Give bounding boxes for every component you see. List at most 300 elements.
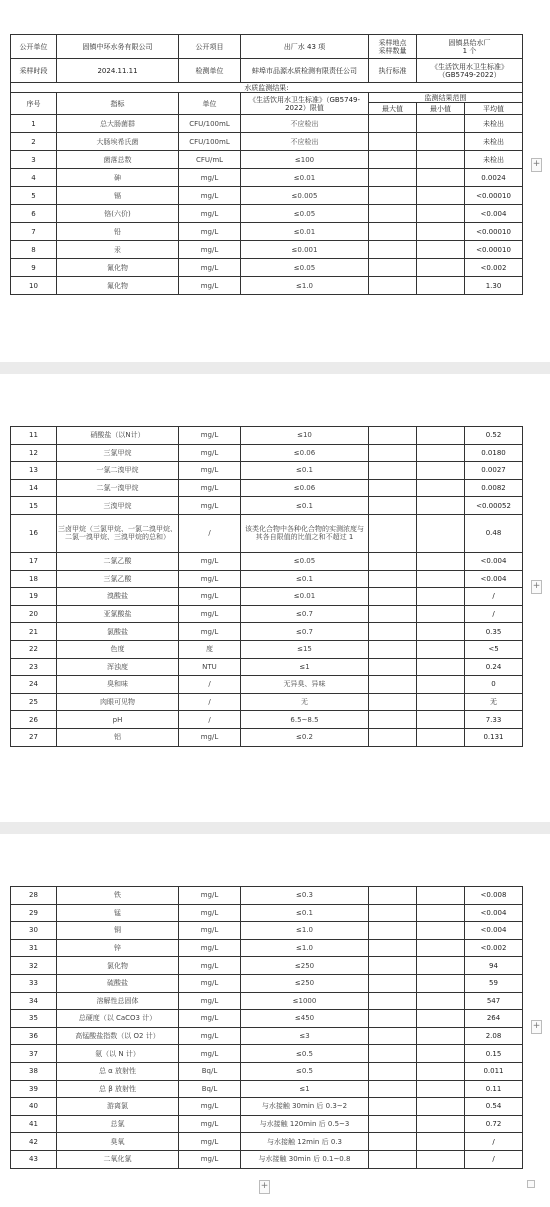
- row-indicator: 氟化物: [57, 277, 179, 295]
- row-unit: mg/L: [179, 623, 241, 641]
- table-row: [11, 133, 523, 151]
- sample-count-value: 1 个: [462, 46, 477, 55]
- row-indicator: 三氯甲烷: [57, 444, 179, 462]
- row-max: [369, 676, 417, 694]
- col-seq: 序号: [11, 93, 57, 115]
- row-indicator: 总硬度（以 CaCO3 计）: [57, 1010, 179, 1028]
- row-max: [369, 1080, 417, 1098]
- row-max: [369, 904, 417, 922]
- row-seq: 5: [11, 187, 57, 205]
- row-unit: Bq/L: [179, 1080, 241, 1098]
- row-seq: 25: [11, 693, 57, 711]
- row-min: [417, 1062, 465, 1080]
- row-unit: mg/L: [179, 497, 241, 515]
- table-row: [11, 1098, 523, 1116]
- row-max: [369, 187, 417, 205]
- test-unit-label: 检测单位: [179, 59, 241, 83]
- row-indicator: 游离氯: [57, 1098, 179, 1116]
- row-seq: 21: [11, 623, 57, 641]
- row-max: [369, 711, 417, 729]
- row-max: [369, 462, 417, 480]
- row-unit: mg/L: [179, 169, 241, 187]
- row-limit: ≤0.01: [241, 588, 369, 606]
- row-avg: <5: [465, 640, 523, 658]
- row-min: [417, 514, 465, 552]
- row-min: [417, 259, 465, 277]
- page-2: [0, 374, 550, 820]
- row-unit: mg/L: [179, 1115, 241, 1133]
- row-seq: 42: [11, 1133, 57, 1151]
- standard-value: 《生活饮用水卫生标准》（GB5749-2022）: [417, 59, 523, 83]
- row-min: [417, 241, 465, 259]
- publish-item-value: 出厂水 43 项: [241, 35, 369, 59]
- row-unit: mg/L: [179, 259, 241, 277]
- add-row-button[interactable]: +: [259, 1180, 270, 1194]
- row-max: [369, 605, 417, 623]
- row-indicator: 氨（以 N 计）: [57, 1045, 179, 1063]
- row-limit: ≤0.05: [241, 259, 369, 277]
- row-max: [369, 693, 417, 711]
- row-unit: mg/L: [179, 1027, 241, 1045]
- row-min: [417, 1045, 465, 1063]
- row-unit: mg/L: [179, 1010, 241, 1028]
- row-unit: mg/L: [179, 887, 241, 905]
- row-unit: /: [179, 693, 241, 711]
- table-row: [11, 514, 523, 552]
- row-unit: NTU: [179, 658, 241, 676]
- table-row: [11, 259, 523, 277]
- table-row: [11, 570, 523, 588]
- row-limit: ≤0.1: [241, 904, 369, 922]
- row-limit: 该类化合物中各种化合物的实测浓度与其各自限值的比值之和不超过 1: [241, 514, 369, 552]
- row-unit: mg/L: [179, 588, 241, 606]
- row-avg: 未检出: [465, 151, 523, 169]
- row-indicator: pH: [57, 711, 179, 729]
- table-row: [11, 462, 523, 480]
- row-seq: 27: [11, 728, 57, 746]
- row-max: [369, 133, 417, 151]
- row-avg: 0.131: [465, 728, 523, 746]
- row-seq: 19: [11, 588, 57, 606]
- row-seq: 8: [11, 241, 57, 259]
- row-indicator: 铅: [57, 223, 179, 241]
- row-seq: 18: [11, 570, 57, 588]
- row-indicator: 铜: [57, 922, 179, 940]
- row-seq: 15: [11, 497, 57, 515]
- row-seq: 14: [11, 479, 57, 497]
- row-indicator: 浑浊度: [57, 658, 179, 676]
- table-row: [11, 1027, 523, 1045]
- row-seq: 34: [11, 992, 57, 1010]
- page-3: [0, 834, 550, 1207]
- row-min: [417, 479, 465, 497]
- col-indicator: 指标: [57, 93, 179, 115]
- row-indicator: 菌落总数: [57, 151, 179, 169]
- row-unit: mg/L: [179, 462, 241, 480]
- row-unit: mg/L: [179, 728, 241, 746]
- row-min: [417, 1010, 465, 1028]
- row-seq: 11: [11, 427, 57, 445]
- row-min: [417, 658, 465, 676]
- row-avg: 0.0180: [465, 444, 523, 462]
- row-min: [417, 623, 465, 641]
- row-max: [369, 552, 417, 570]
- row-min: [417, 169, 465, 187]
- row-indicator: 一氯二溴甲烷: [57, 462, 179, 480]
- row-seq: 31: [11, 939, 57, 957]
- row-limit: ≤1: [241, 658, 369, 676]
- row-min: [417, 992, 465, 1010]
- row-indicator: 硝酸盐（以N计）: [57, 427, 179, 445]
- row-min: [417, 1150, 465, 1168]
- row-max: [369, 640, 417, 658]
- table-row: [11, 676, 523, 694]
- row-indicator: 肉眼可见物: [57, 693, 179, 711]
- table-row: [11, 939, 523, 957]
- col-avg: 平均值: [465, 103, 523, 115]
- row-seq: 2: [11, 133, 57, 151]
- row-min: [417, 277, 465, 295]
- table-row: [11, 693, 523, 711]
- table-row: [11, 1062, 523, 1080]
- row-limit: ≤15: [241, 640, 369, 658]
- row-max: [369, 1062, 417, 1080]
- row-avg: <0.004: [465, 904, 523, 922]
- page-gap: [0, 822, 550, 834]
- row-unit: mg/L: [179, 552, 241, 570]
- row-seq: 10: [11, 277, 57, 295]
- row-min: [417, 570, 465, 588]
- row-min: [417, 1098, 465, 1116]
- table-row: [11, 957, 523, 975]
- row-avg: <0.00010: [465, 223, 523, 241]
- row-min: [417, 133, 465, 151]
- row-unit: mg/L: [179, 427, 241, 445]
- row-avg: <0.002: [465, 939, 523, 957]
- row-max: [369, 570, 417, 588]
- row-seq: 12: [11, 444, 57, 462]
- page-gap: [0, 362, 550, 374]
- row-avg: 0.0024: [465, 169, 523, 187]
- row-indicator: 溶解性总固体: [57, 992, 179, 1010]
- row-max: [369, 514, 417, 552]
- row-max: [369, 497, 417, 515]
- row-unit: mg/L: [179, 1098, 241, 1116]
- row-limit: ≤1.0: [241, 277, 369, 295]
- sample-location-values: [417, 35, 523, 59]
- row-seq: 1: [11, 115, 57, 133]
- row-unit: mg/L: [179, 479, 241, 497]
- row-max: [369, 259, 417, 277]
- row-avg: 未检出: [465, 115, 523, 133]
- header-table: [10, 34, 523, 295]
- table-row: [11, 427, 523, 445]
- row-seq: 16: [11, 514, 57, 552]
- sample-location-labels: [369, 35, 417, 59]
- row-min: [417, 974, 465, 992]
- row-min: [417, 640, 465, 658]
- row-indicator: 总 α 放射性: [57, 1062, 179, 1080]
- row-unit: CFU/mL: [179, 151, 241, 169]
- row-seq: 6: [11, 205, 57, 223]
- row-seq: 29: [11, 904, 57, 922]
- row-avg: <0.004: [465, 922, 523, 940]
- row-seq: 28: [11, 887, 57, 905]
- table-row: [11, 277, 523, 295]
- row-seq: 3: [11, 151, 57, 169]
- row-limit: ≤0.5: [241, 1045, 369, 1063]
- row-avg: 0: [465, 676, 523, 694]
- row-min: [417, 497, 465, 515]
- row-unit: /: [179, 711, 241, 729]
- row-indicator: 铝: [57, 728, 179, 746]
- row-max: [369, 1133, 417, 1151]
- row-avg: <0.004: [465, 552, 523, 570]
- row-limit: 不应检出: [241, 133, 369, 151]
- row-seq: 22: [11, 640, 57, 658]
- row-limit: ≤1: [241, 1080, 369, 1098]
- row-seq: 9: [11, 259, 57, 277]
- row-indicator: 锌: [57, 939, 179, 957]
- row-seq: 36: [11, 1027, 57, 1045]
- col-limit: 《生活饮用水卫生标准》（GB5749-2022）限值: [241, 93, 369, 115]
- row-max: [369, 1098, 417, 1116]
- row-limit: ≤0.3: [241, 887, 369, 905]
- row-limit: ≤0.06: [241, 479, 369, 497]
- row-limit: ≤450: [241, 1010, 369, 1028]
- col-min: 最小值: [417, 103, 465, 115]
- row-seq: 32: [11, 957, 57, 975]
- row-limit: ≤250: [241, 974, 369, 992]
- row-seq: 40: [11, 1098, 57, 1116]
- row-min: [417, 427, 465, 445]
- row-min: [417, 1115, 465, 1133]
- row-limit: 与水接触 30min 后 0.1~0.8: [241, 1150, 369, 1168]
- row-max: [369, 241, 417, 259]
- sample-location-label: 采样地点: [378, 38, 407, 47]
- row-avg: <0.004: [465, 205, 523, 223]
- row-limit: ≤1.0: [241, 922, 369, 940]
- row-indicator: 铬(六价): [57, 205, 179, 223]
- row-avg: /: [465, 1150, 523, 1168]
- row-unit: mg/L: [179, 605, 241, 623]
- row-seq: 13: [11, 462, 57, 480]
- row-avg: 0.35: [465, 623, 523, 641]
- row-min: [417, 444, 465, 462]
- row-unit: Bq/L: [179, 1062, 241, 1080]
- table-row: [11, 115, 523, 133]
- publish-unit-value: 固镇中环水务有限公司: [57, 35, 179, 59]
- row-unit: mg/L: [179, 992, 241, 1010]
- row-max: [369, 1027, 417, 1045]
- row-indicator: 二氯一溴甲烷: [57, 479, 179, 497]
- add-column-button[interactable]: +: [531, 158, 542, 172]
- row-unit: CFU/100mL: [179, 115, 241, 133]
- row-min: [417, 711, 465, 729]
- row-unit: mg/L: [179, 974, 241, 992]
- row-max: [369, 588, 417, 606]
- row-indicator: 铁: [57, 887, 179, 905]
- row-unit: mg/L: [179, 444, 241, 462]
- standard-label: 执行标准: [369, 59, 417, 83]
- row-limit: ≤0.005: [241, 187, 369, 205]
- row-seq: 4: [11, 169, 57, 187]
- row-limit: ≤0.2: [241, 728, 369, 746]
- row-max: [369, 169, 417, 187]
- table-resize-handle[interactable]: [527, 1180, 535, 1188]
- row-limit: ≤0.7: [241, 605, 369, 623]
- row-max: [369, 922, 417, 940]
- row-seq: 39: [11, 1080, 57, 1098]
- row-max: [369, 992, 417, 1010]
- row-seq: 30: [11, 922, 57, 940]
- row-limit: ≤0.1: [241, 570, 369, 588]
- row-max: [369, 151, 417, 169]
- table-row: [11, 658, 523, 676]
- row-min: [417, 693, 465, 711]
- row-indicator: 高锰酸盐指数（以 O2 计）: [57, 1027, 179, 1045]
- row-indicator: 总大肠菌群: [57, 115, 179, 133]
- row-min: [417, 957, 465, 975]
- table-row: [11, 497, 523, 515]
- table-row: [11, 187, 523, 205]
- row-max: [369, 1010, 417, 1028]
- row-seq: 43: [11, 1150, 57, 1168]
- row-avg: 未检出: [465, 133, 523, 151]
- publish-item-label: 公开项目: [179, 35, 241, 59]
- row-max: [369, 658, 417, 676]
- row-min: [417, 552, 465, 570]
- sample-time-value: 2024.11.11: [57, 59, 179, 83]
- row-unit: mg/L: [179, 570, 241, 588]
- results-title: 水质监测结果:: [11, 83, 523, 93]
- row-indicator: 锰: [57, 904, 179, 922]
- row-min: [417, 728, 465, 746]
- publish-unit-label: 公开单位: [11, 35, 57, 59]
- page-1: [0, 0, 550, 360]
- row-limit: ≤0.1: [241, 497, 369, 515]
- row-seq: 26: [11, 711, 57, 729]
- row-min: [417, 462, 465, 480]
- sample-time-label: 采样时段: [11, 59, 57, 83]
- table-row: [11, 728, 523, 746]
- row-min: [417, 676, 465, 694]
- row-avg: 94: [465, 957, 523, 975]
- row-limit: ≤0.5: [241, 1062, 369, 1080]
- row-avg: 0.11: [465, 1080, 523, 1098]
- table-row: [11, 1133, 523, 1151]
- row-indicator: 汞: [57, 241, 179, 259]
- row-indicator: 色度: [57, 640, 179, 658]
- table-row: [11, 223, 523, 241]
- row-max: [369, 887, 417, 905]
- row-unit: mg/L: [179, 957, 241, 975]
- row-avg: 0.0027: [465, 462, 523, 480]
- row-limit: 不应检出: [241, 115, 369, 133]
- table-row: [11, 922, 523, 940]
- row-min: [417, 922, 465, 940]
- row-limit: ≤0.05: [241, 205, 369, 223]
- row-avg: /: [465, 588, 523, 606]
- row-avg: 0.24: [465, 658, 523, 676]
- row-limit: ≤1.0: [241, 939, 369, 957]
- row-indicator: 砷: [57, 169, 179, 187]
- row-indicator: 溴酸盐: [57, 588, 179, 606]
- row-unit: /: [179, 676, 241, 694]
- row-indicator: 亚氯酸盐: [57, 605, 179, 623]
- row-avg: 无: [465, 693, 523, 711]
- row-limit: ≤0.01: [241, 169, 369, 187]
- table-row: [11, 711, 523, 729]
- row-unit: mg/L: [179, 922, 241, 940]
- row-min: [417, 223, 465, 241]
- table-row: [11, 992, 523, 1010]
- row-min: [417, 187, 465, 205]
- row-limit: ≤0.7: [241, 623, 369, 641]
- data-table-page-2: [10, 426, 523, 747]
- table-row: [11, 1150, 523, 1168]
- row-indicator: 大肠埃希氏菌: [57, 133, 179, 151]
- row-max: [369, 1150, 417, 1168]
- row-avg: 2.08: [465, 1027, 523, 1045]
- row-avg: 264: [465, 1010, 523, 1028]
- row-max: [369, 623, 417, 641]
- table-row: [11, 479, 523, 497]
- row-avg: 0.15: [465, 1045, 523, 1063]
- row-indicator: 臭氧: [57, 1133, 179, 1151]
- row-indicator: 氯酸盐: [57, 623, 179, 641]
- add-column-button[interactable]: +: [531, 580, 542, 594]
- row-seq: 7: [11, 223, 57, 241]
- row-seq: 33: [11, 974, 57, 992]
- col-range: 监测结果范围: [369, 93, 523, 103]
- table-row: [11, 588, 523, 606]
- row-min: [417, 115, 465, 133]
- row-unit: mg/L: [179, 277, 241, 295]
- row-max: [369, 957, 417, 975]
- row-unit: /: [179, 514, 241, 552]
- row-unit: mg/L: [179, 1150, 241, 1168]
- add-column-button[interactable]: +: [531, 1020, 542, 1034]
- table-row: [11, 1080, 523, 1098]
- table-row: [11, 169, 523, 187]
- row-max: [369, 444, 417, 462]
- table-row: [11, 1010, 523, 1028]
- row-unit: mg/L: [179, 187, 241, 205]
- row-indicator: 二氯乙酸: [57, 552, 179, 570]
- row-limit: 与水接触 30min 后 0.3~2: [241, 1098, 369, 1116]
- table-row: [11, 1115, 523, 1133]
- table-row: [11, 1045, 523, 1063]
- row-limit: ≤0.05: [241, 552, 369, 570]
- row-seq: 35: [11, 1010, 57, 1028]
- row-avg: <0.00010: [465, 241, 523, 259]
- row-avg: <0.004: [465, 570, 523, 588]
- row-unit: mg/L: [179, 223, 241, 241]
- row-limit: ≤0.001: [241, 241, 369, 259]
- table-row: [11, 605, 523, 623]
- row-limit: ≤0.01: [241, 223, 369, 241]
- table-row: [11, 974, 523, 992]
- row-unit: 度: [179, 640, 241, 658]
- row-min: [417, 1133, 465, 1151]
- row-avg: <0.00052: [465, 497, 523, 515]
- row-limit: ≤0.06: [241, 444, 369, 462]
- table-row: [11, 887, 523, 905]
- col-unit: 单位: [179, 93, 241, 115]
- row-avg: 59: [465, 974, 523, 992]
- row-avg: 0.72: [465, 1115, 523, 1133]
